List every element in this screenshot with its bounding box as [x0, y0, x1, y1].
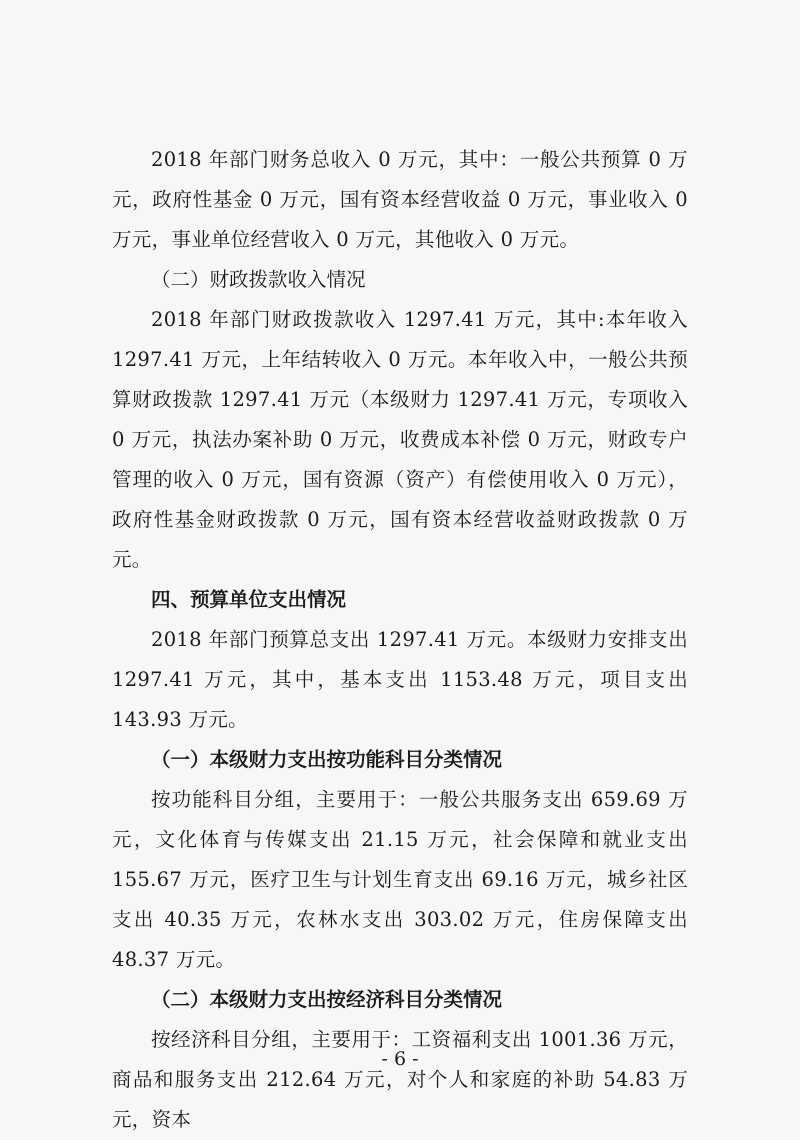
- document-body: [112, 140, 688, 1140]
- heading-functional-classification: （一）本级财力支出按功能科目分类情况: [151, 748, 503, 771]
- paragraph-fiscal-appropriation-revenue: 2018 年部门财政拨款收入 1297.41 万元，其中:本年收入 1297.41 万元，上年结转收入 0 万元。本年收入中，一般公共预算财政拨款 1297.41 万元（本级财力 1297.41 万元，专项收入 0 万元，执法办案补助 0 万元，收费成本补偿 0 万元，财政专户管理的收入 0 万元，国有资源（资产）有偿使用收入 0 万元），政府性基金财政拨款 0 万元，国有资本经营收益财政拨款 0 万元。: [112, 308, 688, 571]
- heading-economic-classification: （二）本级财力支出按经济科目分类情况: [151, 988, 503, 1011]
- heading-budget-expenditure: 四、预算单位支出情况: [151, 588, 347, 611]
- paragraph-functional-classification: 按功能科目分组，主要用于：一般公共服务支出 659.69 万元，文化体育与传媒支出 21.15 万元，社会保障和就业支出 155.67 万元，医疗卫生与计划生育支出 69.16 万元，城乡社区支出 40.35 万元，农林水支出 303.02 万元，住房保障支出 48.37 万元。: [112, 788, 688, 971]
- paragraph-economic-classification: 按经济科目分组，主要用于：工资福利支出 1001.36 万元，商品和服务支出 212.64 万元，对个人和家庭的补助 54.83 万元，资本: [112, 1028, 688, 1131]
- page-number: - 6 -: [381, 1048, 419, 1070]
- paragraph-revenue-total: 2018 年部门财务总收入 0 万元，其中：一般公共预算 0 万元，政府性基金 0 万元，国有资本经营收益 0 万元，事业收入 0 万元，事业单位经营收入 0 万元，其他收入 0 万元。: [112, 148, 688, 251]
- heading-fiscal-appropriation-revenue: （二）财政拨款收入情况: [151, 268, 366, 291]
- paragraph-budget-expenditure: 2018 年部门预算总支出 1297.41 万元。本级财力安排支出 1297.41 万元，其中，基本支出 1153.48 万元，项目支出 143.93 万元。: [112, 628, 688, 731]
